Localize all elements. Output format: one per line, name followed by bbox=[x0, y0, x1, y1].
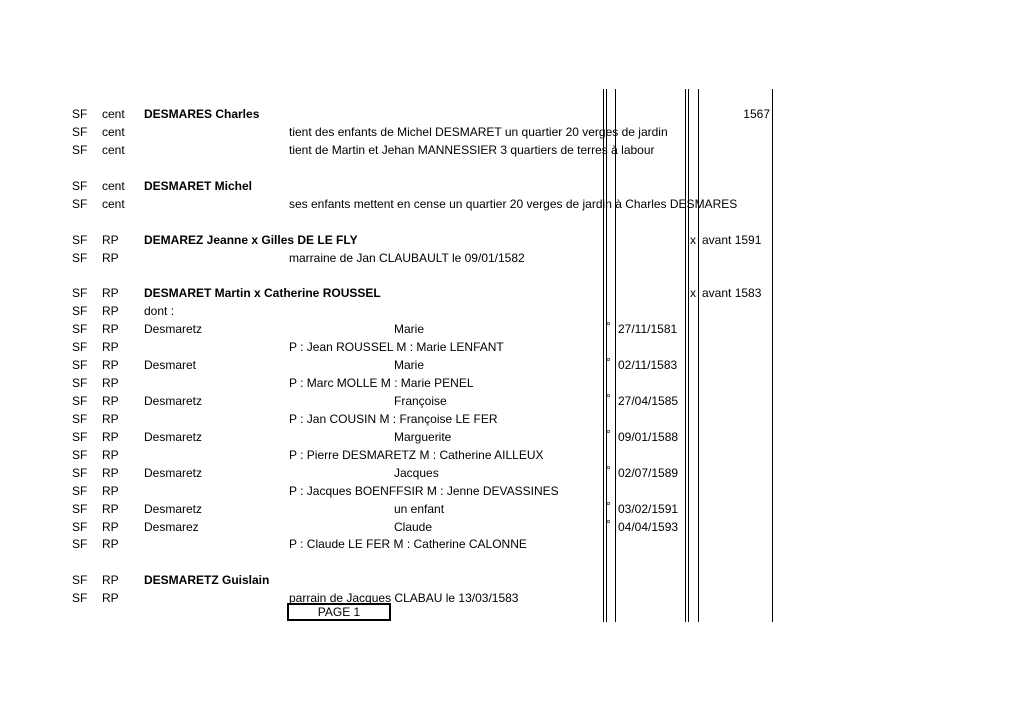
cell-src: SF bbox=[72, 340, 88, 354]
cell-desc: tient des enfants de Michel DESMARET un quartier 20 verges de jardin bbox=[289, 125, 668, 139]
cell-type: RP bbox=[102, 340, 119, 354]
cell-src: SF bbox=[72, 286, 88, 300]
table-row bbox=[0, 123, 1024, 141]
cell-src: SF bbox=[72, 179, 88, 193]
cell-sur: Desmaretz bbox=[144, 394, 203, 408]
cell-desc: P : Jan COUSIN M : Françoise LE FER bbox=[289, 412, 498, 426]
cell-type: RP bbox=[102, 573, 119, 587]
cell-type: RP bbox=[102, 376, 119, 390]
cell-src: SF bbox=[72, 251, 88, 265]
table-row bbox=[0, 374, 1024, 392]
table-row bbox=[0, 177, 1024, 195]
cell-date: 03/02/1591 bbox=[618, 502, 679, 516]
cell-date: 27/04/1585 bbox=[618, 394, 679, 408]
table-row bbox=[0, 571, 1024, 589]
cell-when: avant 1591 bbox=[702, 233, 762, 247]
page-label-box bbox=[287, 603, 391, 621]
cell-name: DESMARETZ Guislain bbox=[144, 573, 270, 587]
cell-src: SF bbox=[72, 197, 88, 211]
cell-sur: Desmaretz bbox=[144, 430, 203, 444]
cell-type: RP bbox=[102, 502, 119, 516]
table-row bbox=[0, 446, 1024, 464]
cell-type: cent bbox=[102, 179, 125, 193]
cell-deg: ° bbox=[606, 427, 611, 441]
cell-name: DESMARET Martin x Catherine ROUSSEL bbox=[144, 286, 381, 300]
table-row bbox=[0, 500, 1024, 518]
cell-deg: ° bbox=[606, 517, 611, 531]
cell-src: SF bbox=[72, 358, 88, 372]
cell-date: 27/11/1581 bbox=[618, 322, 678, 336]
cell-type: cent bbox=[102, 125, 125, 139]
cell-deg: ° bbox=[606, 499, 611, 513]
cell-src: SF bbox=[72, 304, 88, 318]
cell-first: Claude bbox=[394, 520, 433, 534]
cell-first: Jacques bbox=[394, 466, 439, 480]
cell-src: SF bbox=[72, 107, 88, 121]
table-row bbox=[0, 464, 1024, 482]
table-row bbox=[0, 141, 1024, 159]
cell-first: Marie bbox=[394, 322, 425, 336]
cell-deg: ° bbox=[606, 319, 611, 333]
cell-type: RP bbox=[102, 591, 119, 605]
cell-src: SF bbox=[72, 520, 88, 534]
cell-type: RP bbox=[102, 358, 119, 372]
cell-name: DEMAREZ Jeanne x Gilles DE LE FLY bbox=[144, 233, 358, 247]
cell-sur: Desmaretz bbox=[144, 322, 203, 336]
page-label: PAGE 1 bbox=[317, 605, 361, 619]
cell-desc: P : Claude LE FER M : Catherine CALONNE bbox=[289, 537, 527, 551]
cell-src: SF bbox=[72, 143, 88, 157]
cell-type: RP bbox=[102, 484, 119, 498]
cell-date: 04/04/1593 bbox=[618, 520, 679, 534]
cell-type: cent bbox=[102, 197, 125, 211]
cell-sur: Desmarez bbox=[144, 520, 199, 534]
cell-src: SF bbox=[72, 591, 88, 605]
cell-first: Marie bbox=[394, 358, 425, 372]
cell-src: SF bbox=[72, 502, 88, 516]
cell-when: avant 1583 bbox=[702, 286, 762, 300]
cell-type: RP bbox=[102, 304, 119, 318]
table-row bbox=[0, 518, 1024, 536]
table-row bbox=[0, 392, 1024, 410]
table-row bbox=[0, 482, 1024, 500]
cell-type: RP bbox=[102, 322, 119, 336]
table-row bbox=[0, 105, 1024, 123]
cell-type: cent bbox=[102, 107, 125, 121]
cell-name: DESMARES Charles bbox=[144, 107, 260, 121]
cell-src: SF bbox=[72, 125, 88, 139]
cell-src: SF bbox=[72, 233, 88, 247]
cell-date: 09/01/1588 bbox=[618, 430, 679, 444]
table-row bbox=[0, 195, 1024, 213]
table-row bbox=[0, 535, 1024, 553]
cell-src: SF bbox=[72, 394, 88, 408]
table-row bbox=[0, 338, 1024, 356]
table-row bbox=[0, 356, 1024, 374]
cell-src: SF bbox=[72, 412, 88, 426]
cell-src: SF bbox=[72, 448, 88, 462]
cell-sur: Desmaretz bbox=[144, 466, 203, 480]
cell-src: SF bbox=[72, 573, 88, 587]
cell-date: 02/07/1589 bbox=[618, 466, 679, 480]
cell-date: 02/11/1583 bbox=[618, 358, 678, 372]
cell-src: SF bbox=[72, 376, 88, 390]
cell-type: RP bbox=[102, 233, 119, 247]
table-row bbox=[0, 231, 1024, 249]
cell-desc: P : Pierre DESMARETZ M : Catherine AILLEUX bbox=[289, 448, 544, 462]
cell-type: RP bbox=[102, 520, 119, 534]
cell-src: SF bbox=[72, 484, 88, 498]
cell-type: RP bbox=[102, 394, 119, 408]
cell-type: RP bbox=[102, 251, 119, 265]
cell-desc: P : Marc MOLLE M : Marie PENEL bbox=[289, 376, 474, 390]
table-row bbox=[0, 410, 1024, 428]
cell-src: SF bbox=[72, 537, 88, 551]
cell-type: RP bbox=[102, 466, 119, 480]
table-row bbox=[0, 249, 1024, 267]
cell-sur: Desmaret bbox=[144, 358, 197, 372]
cell-desc: marraine de Jan CLAUBAULT le 09/01/1582 bbox=[289, 251, 525, 265]
cell-src: SF bbox=[72, 430, 88, 444]
cell-desc: parrain de Jacques CLABAU le 13/03/1583 bbox=[289, 591, 519, 605]
cell-deg: ° bbox=[606, 391, 611, 405]
cell-sur: Desmaretz bbox=[144, 502, 203, 516]
cell-type: RP bbox=[102, 430, 119, 444]
cell-first: Marguerite bbox=[394, 430, 452, 444]
table-row bbox=[0, 320, 1024, 338]
cell-src: SF bbox=[72, 322, 88, 336]
cell-x: x bbox=[690, 286, 696, 300]
cell-year: 1567 bbox=[743, 107, 770, 121]
cell-type: RP bbox=[102, 448, 119, 462]
cell-first: Françoise bbox=[394, 394, 447, 408]
table-row bbox=[0, 428, 1024, 446]
cell-desc: ses enfants mettent en cense un quartier 20 verges de jardin à Charles DESMARES bbox=[289, 197, 738, 211]
cell-deg: ° bbox=[606, 463, 611, 477]
cell-type: RP bbox=[102, 286, 119, 300]
table-row bbox=[0, 302, 1024, 320]
cell-deg: ° bbox=[606, 355, 611, 369]
cell-desc: P : Jacques BOENFFSIR M : Jenne DEVASSINES bbox=[289, 484, 559, 498]
table-row bbox=[0, 589, 1024, 607]
cell-name: DESMARET Michel bbox=[144, 179, 253, 193]
cell-type: RP bbox=[102, 412, 119, 426]
cell-first: un enfant bbox=[394, 502, 445, 516]
cell-sur: dont : bbox=[144, 304, 175, 318]
cell-desc: tient de Martin et Jehan MANNESSIER 3 quartiers de terres à labour bbox=[289, 143, 655, 157]
cell-type: cent bbox=[102, 143, 125, 157]
cell-src: SF bbox=[72, 466, 88, 480]
cell-x: x bbox=[690, 233, 696, 247]
cell-desc: P : Jean ROUSSEL M : Marie LENFANT bbox=[289, 340, 504, 354]
cell-type: RP bbox=[102, 537, 119, 551]
table-row bbox=[0, 284, 1024, 302]
